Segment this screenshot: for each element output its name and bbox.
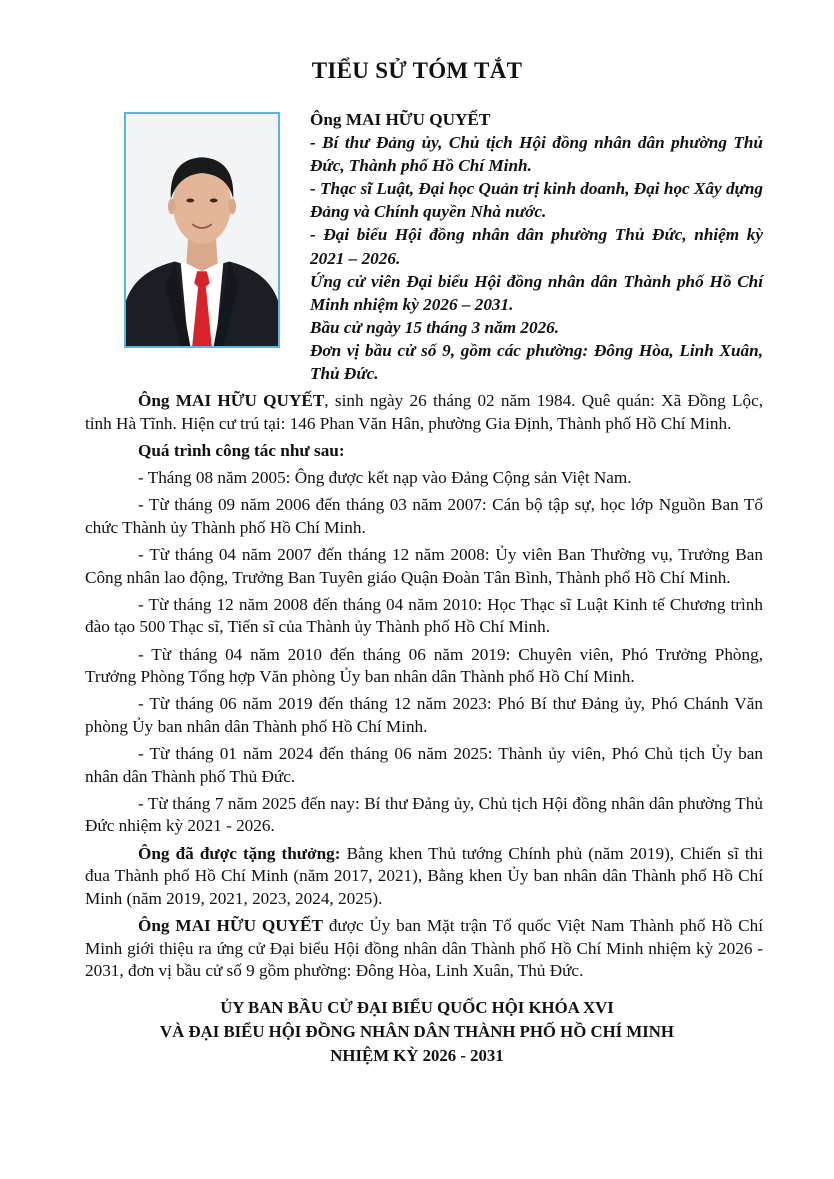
- career-item: - Từ tháng 04 năm 2007 đến tháng 12 năm 2008: Ủy viên Ban Thường vụ, Trưởng Ban Công nhân lao động, Trưởng Ban Tuyên giáo Quận Đoàn Tân Bình, Thành phố Hồ Chí Minh.: [85, 544, 763, 587]
- awards-label: Ông đã được tặng thưởng:: [138, 843, 341, 863]
- nomination-name: Ông MAI HỮU QUYẾT: [138, 916, 323, 935]
- nomination-text: được Ủy ban Mặt trận Tổ quốc Việt Nam Thành phố Hồ Chí Minh giới thiệu ra ứng cử Đại biểu Hội đồng nhân dân Thành phố Hồ Chí Minh nhiệm kỳ 2026 - 2031, đơn vị bầu cử số 9 gồm phường: Đông Hòa, Linh Xuân, Thủ Đức.: [85, 916, 763, 981]
- career-item: - Từ tháng 7 năm 2025 đến nay: Bí thư Đảng ủy, Chủ tịch Hội đồng nhân dân phường Thủ Đức nhiệm kỳ 2021 - 2026.: [85, 793, 763, 836]
- biography-body: [85, 390, 763, 987]
- intro-paragraph: [85, 390, 763, 435]
- nomination-paragraph: [85, 915, 763, 983]
- summary-line: Ứng cử viên Đại biểu Hội đồng nhân dân Thành phố Hồ Chí Minh nhiệm kỳ 2026 – 2031.: [310, 271, 763, 314]
- footer-line: ỦY BAN BẦU CỬ ĐẠI BIỂU QUỐC HỘI KHÓA XVI: [220, 998, 614, 1017]
- candidate-portrait: [124, 112, 280, 348]
- footer-line: NHIỆM KỲ 2026 - 2031: [330, 1046, 504, 1065]
- summary-line: Bầu cử ngày 15 tháng 3 năm 2026.: [310, 317, 560, 337]
- summary-line: - Bí thư Đảng ủy, Chủ tịch Hội đồng nhân dân phường Thủ Đức, Thành phố Hồ Chí Minh.: [310, 133, 763, 176]
- candidate-name: Ông MAI HỮU QUYẾT: [310, 110, 491, 129]
- summary-line: Đơn vị bầu cử số 9, gồm các phường: Đông Hòa, Linh Xuân, Thủ Đức.: [310, 340, 763, 384]
- career-item: - Từ tháng 01 năm 2024 đến tháng 06 năm 2025: Thành ủy viên, Phó Chủ tịch Ủy ban nhân dân Thành phố Thủ Đức.: [85, 744, 763, 786]
- career-item: - Tháng 08 năm 2005: Ông được kết nạp vào Đảng Cộng sản Việt Nam.: [138, 467, 632, 487]
- summary-line: - Đại biểu Hội đồng nhân dân phường Thủ Đức, nhiệm kỳ 2021 – 2026.: [310, 225, 763, 268]
- summary-line: - Thạc sĩ Luật, Đại học Quản trị kinh doanh, Đại học Xây dựng Đảng và Chính quyền Nhà nước.: [310, 179, 763, 222]
- candidate-summary: [310, 108, 763, 385]
- career-item: - Từ tháng 06 năm 2019 đến tháng 12 năm 2023: Phó Bí thư Đảng ủy, Phó Chánh Văn phòng Ủy ban nhân dân Thành phố Hồ Chí Minh.: [85, 694, 763, 736]
- career-heading-text: Quá trình công tác như sau:: [138, 440, 345, 460]
- intro-text: , sinh ngày 26 tháng 02 năm 1984. Quê quán: Xã Đồng Lộc, tỉnh Hà Tĩnh. Hiện cư trú tại: 146 Phan Văn Hân, phường Gia Định, Thành phố Hồ Chí Minh.: [85, 391, 763, 433]
- issuer-footer: [0, 996, 834, 1068]
- intro-name: Ông MAI HỮU QUYẾT: [138, 391, 325, 410]
- career-heading: [85, 440, 763, 463]
- career-item: - Từ tháng 09 năm 2006 đến tháng 03 năm 2007: Cán bộ tập sự, học lớp Nguồn Ban Tổ chức Thành ủy Thành phố Hồ Chí Minh.: [85, 495, 763, 537]
- page-title: TIỂU SỬ TÓM TẮT: [311, 58, 523, 83]
- awards-paragraph: [85, 843, 763, 911]
- awards-text: Bằng khen Thủ tướng Chính phủ (năm 2019), Chiến sĩ thi đua Thành phố Hồ Chí Minh (năm 2017, 2021), Bằng khen Ủy ban nhân dân Thành phố Hồ Chí Minh (năm 2019, 2021, 2023, 2024, 2025).: [85, 843, 763, 908]
- career-item: - Từ tháng 04 năm 2010 đến tháng 06 năm 2019: Chuyên viên, Phó Trưởng Phòng, Trưởng Phòng Tổng hợp Văn phòng Ủy ban nhân dân Thành phố Hồ Chí Minh.: [85, 644, 763, 687]
- footer-line: VÀ ĐẠI BIỂU HỘI ĐỒNG NHÂN DÂN THÀNH PHỐ HỒ CHÍ MINH: [160, 1022, 674, 1041]
- career-item: - Từ tháng 12 năm 2008 đến tháng 04 năm 2010: Học Thạc sĩ Luật Kinh tế Chương trình đào tạo 500 Thạc sĩ, Tiến sĩ của Thành ủy Thành phố Hồ Chí Minh.: [85, 594, 763, 637]
- portrait-image: [126, 114, 278, 346]
